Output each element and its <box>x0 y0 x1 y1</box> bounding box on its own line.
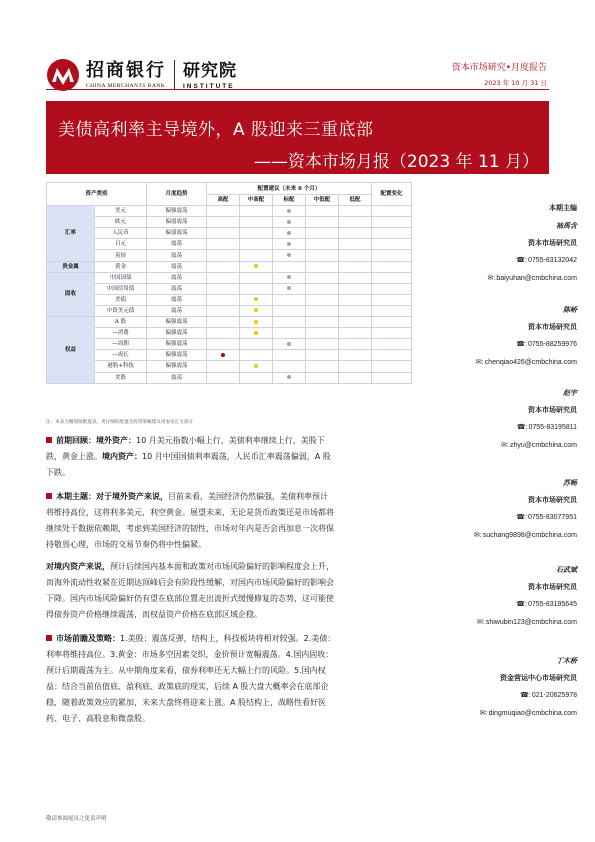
author-phone: 0755-83195645 <box>527 601 577 608</box>
allocation-cell <box>306 239 339 250</box>
asset-name: 美债 <box>95 294 147 305</box>
p4-text: 药、电子、高股息和微盘股。 <box>46 714 150 723</box>
phone-icon: ☎: <box>520 692 531 699</box>
bank-name-en: CHINA MERCHANTS BANK <box>86 83 166 89</box>
allocation-cell <box>207 261 240 272</box>
allocation-marker-icon <box>287 209 291 213</box>
table-note: 注：本表为精简版配置表，更详细的配置及投资策略建议请参见正文部分 <box>46 420 194 425</box>
asset-name: 中国国债 <box>95 272 147 283</box>
report-date: 2023 年 10 月 31 日 <box>484 79 547 87</box>
table-row <box>47 328 412 339</box>
allocation-cell <box>306 206 339 217</box>
author-block <box>397 652 577 723</box>
allocation-cell <box>240 250 273 261</box>
allocation-cell <box>339 283 372 294</box>
p2-text: 持敬畏心理，市场的交易节奏仍将中性偏紧。 <box>46 540 206 549</box>
allocation-cell <box>273 328 306 339</box>
allocation-cell <box>273 283 306 294</box>
author-dept: 资本市场研究员 <box>528 405 577 414</box>
table-row <box>47 317 412 328</box>
allocation-cell <box>240 283 273 294</box>
asset-name: 日元 <box>95 239 147 250</box>
header-rule <box>46 89 549 90</box>
allocation-marker-icon <box>254 331 258 335</box>
allocation-cell <box>306 261 339 272</box>
author-phone: 0755-88259976 <box>527 341 577 348</box>
allocation-marker-icon <box>254 320 258 324</box>
asset-name: 中国信用债 <box>95 283 147 294</box>
table-row <box>47 372 412 383</box>
report-type: 资本市场研究•月度报告 <box>451 63 547 73</box>
author-block <box>397 474 577 545</box>
asset-name: 英镑 <box>95 250 147 261</box>
p3-text: 得债券资产价格继续震荡，而权益资产价格在底部区域企稳。 <box>46 610 262 619</box>
allocation-cell <box>306 217 339 228</box>
logo-divider <box>174 60 175 90</box>
p4-text: 1.美股：震荡反弹，结构上，科技板块将相对较强。2.美债： <box>120 634 336 643</box>
allocation-cell <box>273 372 306 383</box>
author-phone: 0755-83077951 <box>527 514 577 521</box>
asset-trend: 偏弱震荡 <box>147 228 207 239</box>
asset-name: 欧元 <box>95 217 147 228</box>
p1-text: 10 月美元指数小幅上行，美债利率继续上行，美股下 <box>136 436 325 445</box>
phone-icon: ☎: <box>516 514 527 521</box>
phone-icon: ☎: <box>516 601 527 608</box>
header-level: 标配 <box>273 195 306 206</box>
paragraph-review <box>46 433 411 481</box>
allocation-marker-icon <box>254 308 258 312</box>
allocation-cell <box>339 361 372 372</box>
allocation-marker-icon <box>287 342 291 346</box>
allocation-cell <box>339 294 372 305</box>
asset-trend: 震荡 <box>147 239 207 250</box>
cmb-logo-icon <box>46 58 80 92</box>
allocation-cell <box>339 339 372 350</box>
table-row <box>47 361 412 372</box>
author-dept: 资本市场研究员 <box>528 238 577 247</box>
allocation-cell <box>273 339 306 350</box>
allocation-cell <box>339 239 372 250</box>
allocation-cell <box>339 250 372 261</box>
title-banner <box>46 101 549 174</box>
allocation-cell <box>207 228 240 239</box>
allocation-cell <box>207 283 240 294</box>
institute-name-en: INSTITUTE <box>183 82 235 90</box>
p1-sub1: 境外资产： <box>96 436 136 445</box>
p3-text: 预计后续国内基本面和政策对市场风险偏好的影响程度会上升， <box>110 562 334 571</box>
mail-icon: ✉: <box>487 275 496 282</box>
mail-icon: ✉: <box>479 710 488 717</box>
allocation-cell <box>240 272 273 283</box>
asset-name: A 股 <box>95 317 147 328</box>
allocation-marker-icon <box>287 253 291 257</box>
allocation-cell <box>339 317 372 328</box>
mail-icon: ✉: <box>475 359 484 366</box>
allocation-cell <box>240 239 273 250</box>
author-dept: 资本市场研究员 <box>528 322 577 331</box>
allocation-cell <box>273 272 306 283</box>
author-email[interactable]: chenqiao426@cmbchina.com <box>484 359 577 366</box>
asset-trend: 震荡 <box>147 261 207 272</box>
bullet-square <box>46 493 52 499</box>
p2-text: 继续处于数据依赖期，考虑到美国经济的韧性，市场对年内是否会再加息一次将保 <box>46 524 334 533</box>
allocation-cell <box>240 261 273 272</box>
allocation-cell <box>339 228 372 239</box>
paragraph-theme <box>46 489 411 553</box>
allocation-change-cell <box>372 372 412 383</box>
table-row <box>47 350 412 361</box>
allocation-cell <box>339 217 372 228</box>
allocation-cell <box>339 272 372 283</box>
allocation-cell <box>240 305 273 316</box>
allocation-cell <box>306 372 339 383</box>
allocation-cell <box>273 228 306 239</box>
allocation-cell <box>339 206 372 217</box>
allocation-table <box>46 182 412 384</box>
institute-name: 研究院 <box>183 60 237 81</box>
table-row <box>47 239 412 250</box>
table-row <box>47 261 412 272</box>
allocation-cell <box>240 339 273 350</box>
allocation-cell <box>240 294 273 305</box>
author-email[interactable]: dingmuqiao@cmbchina.com <box>488 710 577 717</box>
allocation-cell <box>240 361 273 372</box>
allocation-cell <box>273 361 306 372</box>
allocation-cell <box>207 361 240 372</box>
author-name: 赵宇 <box>563 388 577 397</box>
allocation-cell <box>207 239 240 250</box>
allocation-cell <box>207 272 240 283</box>
asset-group-label: 贵金属 <box>47 261 95 272</box>
p1-sub2: 境内资产： <box>102 452 142 461</box>
bullet-square <box>46 437 52 443</box>
asset-trend: 震荡 <box>147 294 207 305</box>
table-row <box>47 294 412 305</box>
phone-icon: ☎: <box>516 424 528 431</box>
allocation-marker-icon <box>287 231 291 235</box>
table-row <box>47 283 412 294</box>
allocation-cell <box>273 350 306 361</box>
paragraph-domestic <box>46 559 411 623</box>
report-title: 美债高利率主导境外，A 股迎来三重底部 <box>58 120 374 140</box>
allocation-cell <box>339 261 372 272</box>
author-email[interactable]: zhyu@cmbchina.com <box>509 442 577 449</box>
p2-text: 目前来看，美国经济仍然偏强，美债利率预计 <box>168 492 328 501</box>
asset-group-label: 权益 <box>47 317 95 384</box>
paragraph-strategy <box>46 631 411 727</box>
p4-text: 利率将维持高位。3.黄金：市场多空因素交织，金价预计宽幅震荡。4.国内固收： <box>46 650 334 659</box>
allocation-cell <box>306 328 339 339</box>
allocation-marker-icon <box>287 375 291 379</box>
header-monthly-trend: 月度趋势 <box>147 183 207 206</box>
allocation-cell <box>240 228 273 239</box>
allocation-cell <box>306 283 339 294</box>
allocation-marker-icon <box>254 364 258 368</box>
allocation-cell <box>273 239 306 250</box>
author-phone: 0755-83195811 <box>528 424 577 431</box>
p3-label: 对境内资产来说， <box>46 562 110 571</box>
allocation-cell <box>207 328 240 339</box>
author-email[interactable]: baiyuhan@cmbchina.com <box>496 275 577 282</box>
phone-icon: ☎: <box>516 341 527 348</box>
asset-trend: 偏强震荡 <box>147 361 207 372</box>
allocation-cell <box>273 305 306 316</box>
asset-name: 港股+科技 <box>95 361 147 372</box>
allocation-cell <box>240 317 273 328</box>
author-name: 袖禹含 <box>556 221 577 230</box>
allocation-cell <box>339 372 372 383</box>
bank-name: 招商银行 <box>86 60 166 81</box>
asset-trend: 偏强震荡 <box>147 317 207 328</box>
author-name: 丁木桥 <box>556 656 577 665</box>
asset-group-label: 固收 <box>47 272 95 316</box>
bullet-square <box>46 635 52 641</box>
mail-icon: ✉: <box>477 619 485 626</box>
allocation-cell <box>273 206 306 217</box>
author-name: 石武斌 <box>556 565 577 574</box>
asset-name: —消费 <box>95 328 147 339</box>
p2-label: 本期主题：对于境外资产来说， <box>56 492 168 501</box>
asset-name: 人民币 <box>95 228 147 239</box>
asset-trend: 震荡 <box>147 305 207 316</box>
allocation-cell <box>240 328 273 339</box>
allocation-cell <box>240 217 273 228</box>
author-name: 苏畅 <box>563 478 577 487</box>
p4-text: 预计后期震荡为主。从中期角度来看，债券利率还无大幅上行的风险。5.国内权 <box>46 666 326 675</box>
allocation-cell <box>306 350 339 361</box>
author-block <box>397 561 577 632</box>
phone-icon: ☎: <box>516 257 527 264</box>
allocation-cell <box>339 305 372 316</box>
allocation-cell <box>240 350 273 361</box>
allocation-cell <box>207 294 240 305</box>
allocation-cell <box>306 294 339 305</box>
p1-label: 前期回顾： <box>56 436 96 445</box>
mail-icon: ✉: <box>473 532 482 539</box>
asset-trend: 偏强震荡 <box>147 350 207 361</box>
p3-text: 而海外流动性收紧在近期达顶峰后会有阶段性缓解，对国内市场风险偏好的影响会 <box>46 578 334 587</box>
allocation-marker-icon <box>287 275 291 279</box>
allocation-cell <box>339 350 372 361</box>
allocation-cell <box>306 305 339 316</box>
allocation-cell <box>273 217 306 228</box>
allocation-cell <box>273 261 306 272</box>
allocation-marker-icon <box>287 242 291 246</box>
allocation-cell <box>306 339 339 350</box>
allocation-cell <box>339 328 372 339</box>
author-email[interactable]: shiwubin123@cmbchina.com <box>485 619 577 626</box>
asset-trend: 震荡 <box>147 250 207 261</box>
asset-trend: 偏弱震荡 <box>147 217 207 228</box>
allocation-marker-icon <box>254 264 258 268</box>
asset-trend: 震荡 <box>147 283 207 294</box>
asset-name: —周期 <box>95 339 147 350</box>
header-level: 中高配 <box>240 195 273 206</box>
table-row <box>47 272 412 283</box>
asset-name: 中资美元债 <box>95 305 147 316</box>
asset-name: 黄金 <box>95 261 147 272</box>
allocation-cell <box>207 206 240 217</box>
header-asset-class: 资产类别 <box>47 183 147 206</box>
allocation-cell <box>207 305 240 316</box>
header-level: 中低配 <box>306 195 339 206</box>
table-row <box>47 206 412 217</box>
p3-text: 下降。国内市场风险偏好仍有望在底部位置走出波折式缓慢修复的态势，这可能使 <box>46 594 334 603</box>
table-row <box>47 217 412 228</box>
allocation-marker-icon <box>254 297 258 301</box>
allocation-cell <box>306 317 339 328</box>
header-level: 低配 <box>339 195 372 206</box>
author-name: 陈峤 <box>563 305 577 314</box>
asset-trend: 震荡 <box>147 272 207 283</box>
allocation-marker-icon <box>287 286 291 290</box>
asset-name: —成长 <box>95 350 147 361</box>
p4-text: 益：结合当前估值底、盈利底、政策底的现实，后续 A 股大盘大概率会在底部企 <box>46 682 329 691</box>
author-block <box>397 200 577 288</box>
author-dept: 资金营运中心市场研究员 <box>500 673 577 682</box>
author-dept: 资本市场研究员 <box>528 582 577 591</box>
header-allocation-change: 配置变化 <box>372 183 412 206</box>
allocation-cell <box>240 206 273 217</box>
p2-text: 将维持高位，这将利多美元，利空黄金。展望未来，无论是货币政策还是市场都将 <box>46 508 334 517</box>
allocation-cell <box>207 317 240 328</box>
footer-disclaimer: 敬请参阅尾页之免责声明 <box>46 816 107 822</box>
report-subtitle: ——资本市场月报（2023 年 11 月） <box>253 152 539 172</box>
allocation-marker-icon <box>287 220 291 224</box>
asset-group-label: 汇率 <box>47 206 95 261</box>
author-block <box>397 384 577 455</box>
asset-name: 美元 <box>95 206 147 217</box>
asset-trend: 偏强震荡 <box>147 206 207 217</box>
allocation-cell <box>273 317 306 328</box>
allocation-cell <box>273 294 306 305</box>
allocation-cell <box>306 272 339 283</box>
allocation-cell <box>207 372 240 383</box>
p1-text: 跌，黄金上涨。 <box>46 452 102 461</box>
author-dept: 资本市场研究员 <box>528 495 577 504</box>
table-row <box>47 250 412 261</box>
p1-text: 10 月中国国债利率震荡，人民币汇率震荡偏弱，A 股 <box>142 452 331 461</box>
allocation-cell <box>306 228 339 239</box>
author-email[interactable]: suchang9898@cmbchina.com <box>482 532 577 539</box>
p4-label: 市场前瞻及策略： <box>56 634 120 643</box>
p4-text: 稳，随着政策效应的累加，未来大盘终将迎来上涨。A 股结构上，战略性看好医 <box>46 698 327 707</box>
allocation-cell <box>207 217 240 228</box>
author-phone: 021-20625978 <box>531 692 577 699</box>
author-block <box>397 301 577 372</box>
asset-trend: 震荡 <box>147 372 207 383</box>
allocation-cell <box>207 339 240 350</box>
allocation-cell <box>306 361 339 372</box>
allocation-table-body <box>47 206 412 384</box>
asset-name: 美股 <box>95 372 147 383</box>
asset-trend: 偏强震荡 <box>147 339 207 350</box>
table-row <box>47 228 412 239</box>
header-logo-area <box>46 58 237 92</box>
p1-text: 下跌。 <box>46 468 70 477</box>
asset-trend: 偏强震荡 <box>147 328 207 339</box>
allocation-cell <box>273 250 306 261</box>
editor-role-label: 本期主编 <box>549 204 577 212</box>
table-row <box>47 305 412 316</box>
allocation-marker-icon <box>221 353 225 357</box>
allocation-cell <box>207 350 240 361</box>
header-level: 高配 <box>207 195 240 206</box>
allocation-cell <box>207 250 240 261</box>
allocation-cell <box>240 372 273 383</box>
mail-icon: ✉: <box>501 442 509 449</box>
table-row <box>47 339 412 350</box>
allocation-cell <box>306 250 339 261</box>
header-allocation-advice: 配置建议（未来 6 个月） <box>207 183 372 195</box>
author-phone: 0755-83132042 <box>527 257 577 264</box>
